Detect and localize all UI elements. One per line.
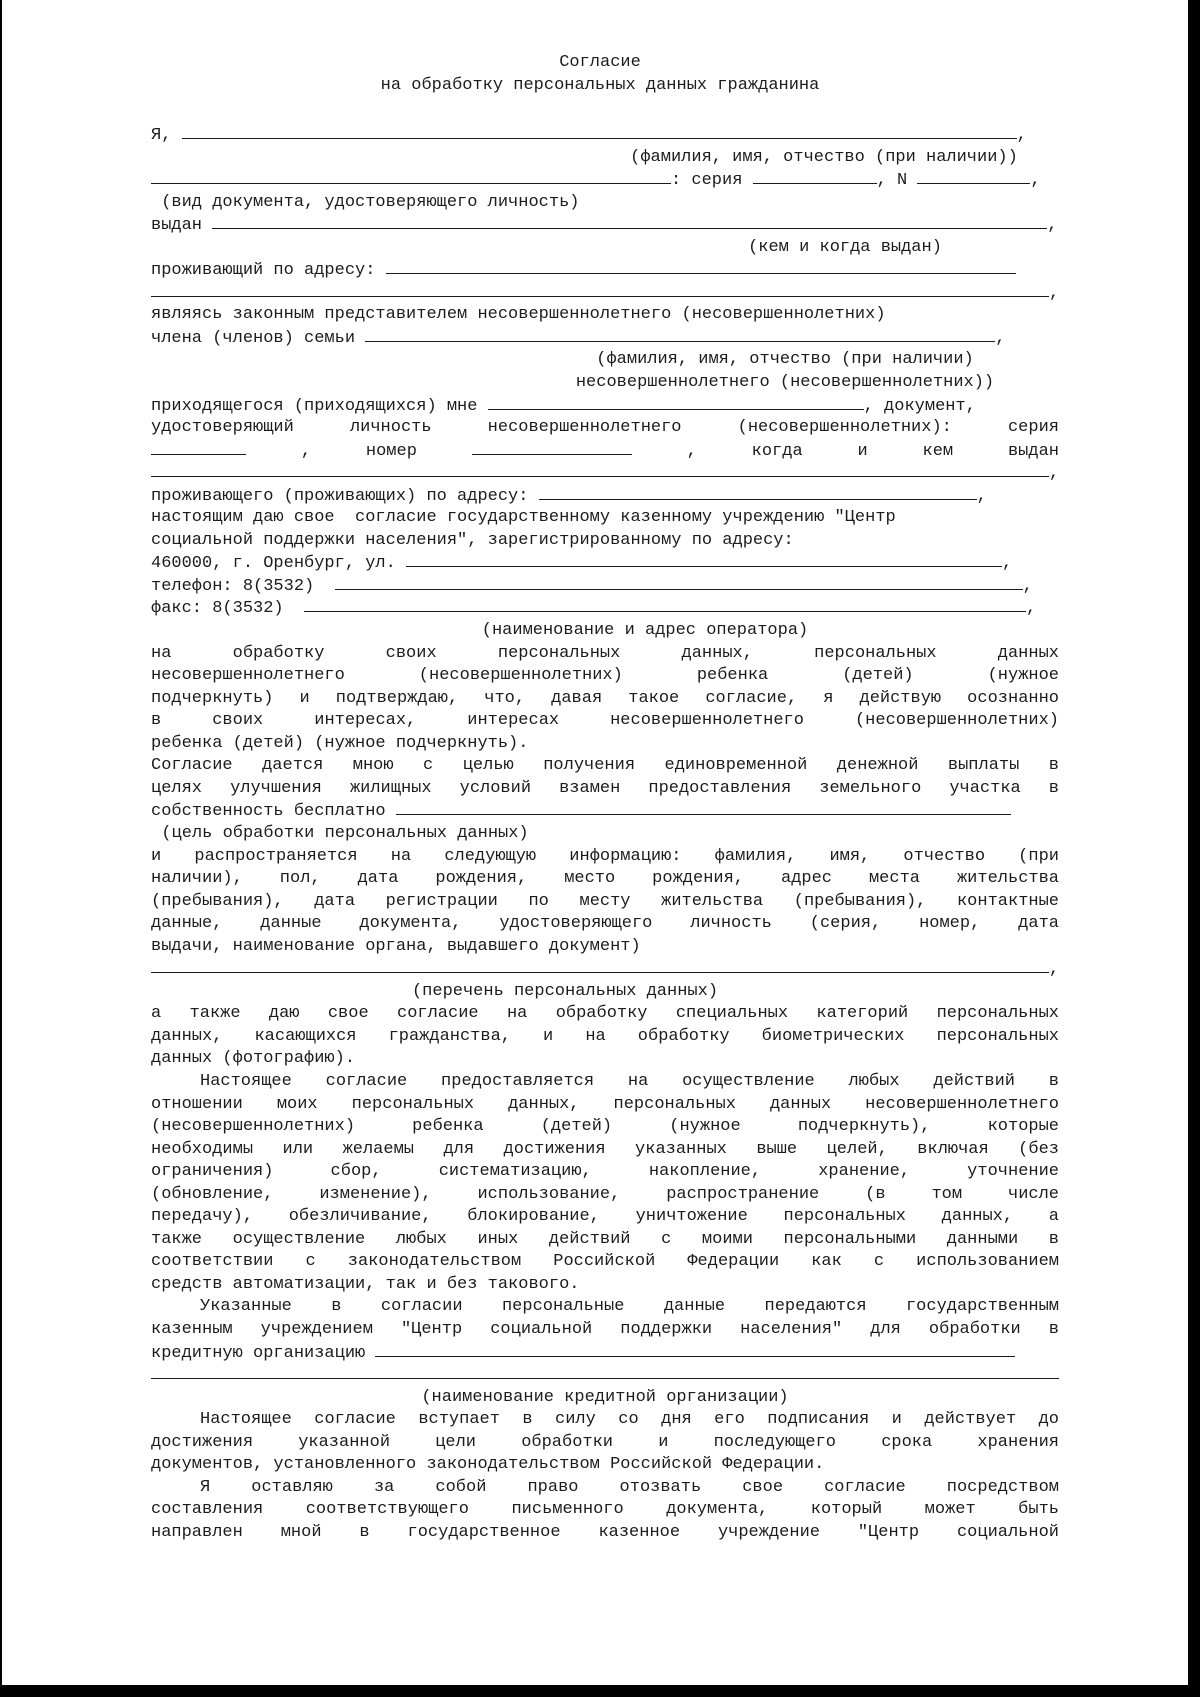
- line-text: (наименование кредитной организации): [421, 1387, 789, 1407]
- fill-in-blank[interactable]: [182, 124, 1017, 139]
- form-line: [151, 214, 1059, 237]
- form-line: [151, 1003, 1059, 1026]
- form-line: [151, 1477, 1059, 1500]
- line-text: социальной поддержки населения", зарегистрированному по адресу:: [151, 530, 794, 550]
- line-text: отношении моих персональных данных, персональных данных несовершеннолетнего: [151, 1094, 1059, 1114]
- line-text: и распространяется на следующую информацию: фамилия, имя, отчество (при: [151, 846, 1059, 866]
- line-text: телефон: 8(3532): [151, 576, 335, 596]
- line-text: ,: [1022, 576, 1033, 596]
- form-line: [151, 237, 1059, 260]
- line-text: ограничения) сбор, систематизацию, накопление, хранение, уточнение: [151, 1162, 1059, 1182]
- scan-edge-right: [1188, 0, 1200, 1697]
- line-text: настоящим даю свое согласие государственному казенному учреждению "Центр: [151, 508, 896, 528]
- line-text: данные, данные документа, удостоверяющего личность (серия, номер, дата: [151, 914, 1059, 934]
- line-text: (обновление, изменение), использование, распространение (в том числе: [151, 1184, 1059, 1204]
- form-line: [151, 620, 1059, 643]
- line-text: несовершеннолетнего (несовершеннолетних) ребенка (детей) (нужное: [151, 666, 1059, 686]
- form-line: [151, 259, 1059, 282]
- line-text: (наименование и адрес оператора): [481, 621, 809, 641]
- form-line: [151, 327, 1059, 350]
- line-text: данных, касающихся гражданства, и на обработку биометрических персональных: [151, 1026, 1059, 1046]
- form-line: [151, 124, 1059, 147]
- line-text: (вид документа, удостоверяющего личность): [151, 192, 580, 212]
- form-line: [151, 1139, 1059, 1162]
- line-text: выдачи, наименование органа, выдавшего документ): [151, 936, 641, 956]
- line-text: , когда и кем выдан: [686, 441, 1059, 461]
- form-line: [151, 395, 1059, 418]
- form-line: [151, 643, 1059, 666]
- form-line: [151, 1184, 1059, 1207]
- line-text: данных (фотографию).: [151, 1049, 356, 1069]
- form-line: [151, 1251, 1059, 1274]
- fill-in-blank[interactable]: [304, 597, 1026, 612]
- line-text: (кем и когда выдан): [748, 237, 942, 257]
- fill-in-blank[interactable]: [151, 1364, 1059, 1379]
- line-text: ,: [1030, 171, 1041, 191]
- form-line: [151, 800, 1059, 823]
- fill-in-blank[interactable]: [151, 958, 1049, 973]
- line-text: несовершеннолетнего (несовершеннолетних)): [575, 373, 995, 393]
- line-text: в своих интересах, интересах несовершеннолетнего (несовершеннолетних): [151, 711, 1059, 731]
- form-line: [151, 710, 1059, 733]
- fill-in-blank[interactable]: [375, 1342, 1015, 1357]
- form-line: [151, 958, 1059, 981]
- line-text: на обработку своих персональных данных, персональных данных: [151, 643, 1059, 663]
- form-line: [151, 733, 1059, 756]
- form-line: [151, 575, 1059, 598]
- line-text: целях улучшения жилищных условий взамен предоставления земельного участка в: [151, 778, 1059, 798]
- form-line: [151, 462, 1059, 485]
- line-text: составления соответствующего письменного документа, который может быть: [151, 1500, 1059, 1520]
- line-text: наличии), пол, дата рождения, место рождения, адрес места жительства: [151, 869, 1059, 889]
- fill-in-blank[interactable]: [335, 575, 1023, 590]
- line-text: ,: [1047, 216, 1058, 236]
- line-text: 460000, г. Оренбург, ул.: [151, 554, 407, 574]
- form-line: [151, 1161, 1059, 1184]
- form-line: [151, 1296, 1059, 1319]
- line-text: выдан: [151, 216, 213, 236]
- line-text: соответствии с законодательством Российской Федерации как с использованием: [151, 1252, 1059, 1272]
- fill-in-blank[interactable]: [396, 800, 1011, 815]
- line-text: ,: [976, 486, 987, 506]
- document-body: [151, 124, 1059, 1544]
- line-text: (пребывания), дата регистрации по месту жительства (пребывания), контактные: [151, 891, 1059, 911]
- line-text: Я,: [151, 126, 182, 145]
- line-text: ,: [1049, 960, 1060, 980]
- line-text: также осуществление любых иных действий с моими персональными данными в: [151, 1229, 1059, 1249]
- form-line: [151, 1048, 1059, 1071]
- line-text: ,: [1016, 126, 1027, 145]
- form-line: [151, 304, 1059, 327]
- line-text: Я оставляю за собой право отозвать свое согласие посредством: [200, 1477, 1059, 1497]
- line-text: кредитную организацию: [151, 1343, 376, 1363]
- line-text: удостоверяющий личность несовершеннолетнего (несовершеннолетних): серия: [151, 418, 1059, 438]
- line-text: (перечень персональных данных): [411, 981, 719, 1001]
- line-text: Настоящее согласие предоставляется на осуществление любых действий в: [200, 1071, 1059, 1091]
- form-line: [151, 1342, 1059, 1365]
- line-text: а также даю свое согласие на обработку специальных категорий персональных: [151, 1004, 1059, 1024]
- form-line: [151, 417, 1059, 440]
- form-line: [151, 755, 1059, 778]
- form-line: [151, 891, 1059, 914]
- line-text: (фамилия, имя, отчество (при наличии): [596, 350, 974, 370]
- line-text: собственность бесплатно: [151, 802, 396, 822]
- document-title: [0, 51, 1200, 97]
- form-line: [151, 282, 1059, 305]
- scan-edge-left: [0, 0, 2, 1697]
- line-text: передачу), обезличивание, блокирование, уничтожение персональных данных, а: [151, 1207, 1059, 1227]
- fill-in-blank[interactable]: [212, 214, 1047, 229]
- line-text: подчеркнуть) и подтверждаю, что, давая такое согласие, я действую осознанно: [151, 688, 1059, 708]
- form-line: [151, 372, 1059, 395]
- line-text: необходимы или желаемы для достижения указанных выше целей, включая (без: [151, 1139, 1059, 1159]
- line-text: ,: [995, 328, 1006, 348]
- form-line: [151, 1071, 1059, 1094]
- form-line: [151, 552, 1059, 575]
- fill-in-blank[interactable]: [406, 552, 1002, 567]
- form-line: [151, 1432, 1059, 1455]
- form-line: [151, 192, 1059, 215]
- fill-in-blank[interactable]: [365, 327, 995, 342]
- form-line: [151, 665, 1059, 688]
- form-line: [151, 1454, 1059, 1477]
- line-text: ,: [1002, 554, 1013, 574]
- form-line: [151, 485, 1059, 508]
- form-line: [151, 1206, 1059, 1229]
- line-text: , N: [876, 171, 918, 191]
- line-text: ,: [1049, 464, 1060, 484]
- line-text: (цель обработки персональных данных): [161, 823, 529, 843]
- form-line: [151, 1522, 1059, 1545]
- form-line: [151, 597, 1059, 620]
- form-line: [151, 1499, 1059, 1522]
- fill-in-blank[interactable]: [151, 169, 671, 184]
- line-text: Согласие дается мною с целью получения единовременной денежной выплаты в: [151, 756, 1059, 776]
- fill-in-blank[interactable]: [753, 169, 877, 184]
- fill-in-blank[interactable]: [151, 440, 246, 455]
- line-text: направлен мной в государственное казенное учреждение "Центр социальной: [151, 1522, 1059, 1542]
- line-text: достижения указанной цели обработки и последующего срока хранения: [151, 1432, 1059, 1452]
- line-text: проживающего (проживающих) по адресу:: [151, 486, 539, 506]
- line-text: : серия: [671, 171, 753, 191]
- line-text: являясь законным представителем несовершеннолетнего (несовершеннолетних): [151, 305, 886, 325]
- line-text: , номер: [300, 441, 472, 461]
- form-line: [151, 913, 1059, 936]
- form-line: [151, 823, 1059, 846]
- form-line: [151, 169, 1059, 192]
- line-text: ребенка (детей) (нужное подчеркнуть).: [151, 733, 529, 753]
- fill-in-blank[interactable]: [917, 169, 1030, 184]
- form-line: [151, 147, 1059, 170]
- fill-in-blank[interactable]: [151, 462, 1049, 477]
- fill-in-blank[interactable]: [539, 485, 977, 500]
- form-line: [151, 1116, 1059, 1139]
- form-line: [151, 507, 1059, 530]
- form-line: [151, 1274, 1059, 1297]
- form-line: [151, 868, 1059, 891]
- line-text: ,: [1049, 283, 1060, 303]
- form-line: [151, 1387, 1059, 1410]
- form-line: [151, 1026, 1059, 1049]
- line-text: проживающий по адресу:: [151, 261, 386, 281]
- form-line: [151, 981, 1059, 1004]
- fill-in-blank[interactable]: [151, 282, 1049, 297]
- scan-edge-bottom: [0, 1685, 1200, 1697]
- title-line-1: Согласие: [559, 53, 641, 72]
- form-line: [151, 1319, 1059, 1342]
- form-line: [151, 530, 1059, 553]
- form-line: [151, 936, 1059, 959]
- line-text: Указанные в согласии персональные данные передаются государственным: [200, 1297, 1059, 1317]
- line-text: средств автоматизации, так и без такового.: [151, 1274, 580, 1294]
- form-line: [151, 778, 1059, 801]
- fill-in-blank[interactable]: [386, 259, 1016, 274]
- line-text: документов, установленного законодательством Российской Федерации.: [151, 1455, 825, 1475]
- fill-in-blank[interactable]: [472, 440, 632, 455]
- line-text: , документ,: [863, 396, 976, 416]
- line-text: (несовершеннолетних) ребенка (детей) (нужное подчеркнуть), которые: [151, 1117, 1059, 1137]
- title-line-2: на обработку персональных данных гражданина: [380, 76, 820, 95]
- form-line: [151, 1094, 1059, 1117]
- line-text: казенным учреждением "Центр социальной поддержки населения" для обработки в: [151, 1319, 1059, 1339]
- form-line: [151, 1229, 1059, 1252]
- form-line: [151, 846, 1059, 869]
- form-line: [151, 349, 1059, 372]
- line-text: члена (членов) семьи: [151, 328, 366, 348]
- form-line: [151, 1364, 1059, 1387]
- line-text: ,: [1026, 599, 1037, 619]
- fill-in-blank[interactable]: [488, 395, 864, 410]
- line-text: (фамилия, имя, отчество (при наличии)): [630, 147, 1018, 167]
- form-line: [151, 1409, 1059, 1432]
- line-text: приходящегося (приходящихся) мне: [151, 396, 488, 416]
- form-line: [151, 688, 1059, 711]
- form-line: [151, 440, 1059, 463]
- line-text: факс: 8(3532): [151, 599, 305, 619]
- line-text: Настоящее согласие вступает в силу со дня его подписания и действует до: [200, 1410, 1059, 1430]
